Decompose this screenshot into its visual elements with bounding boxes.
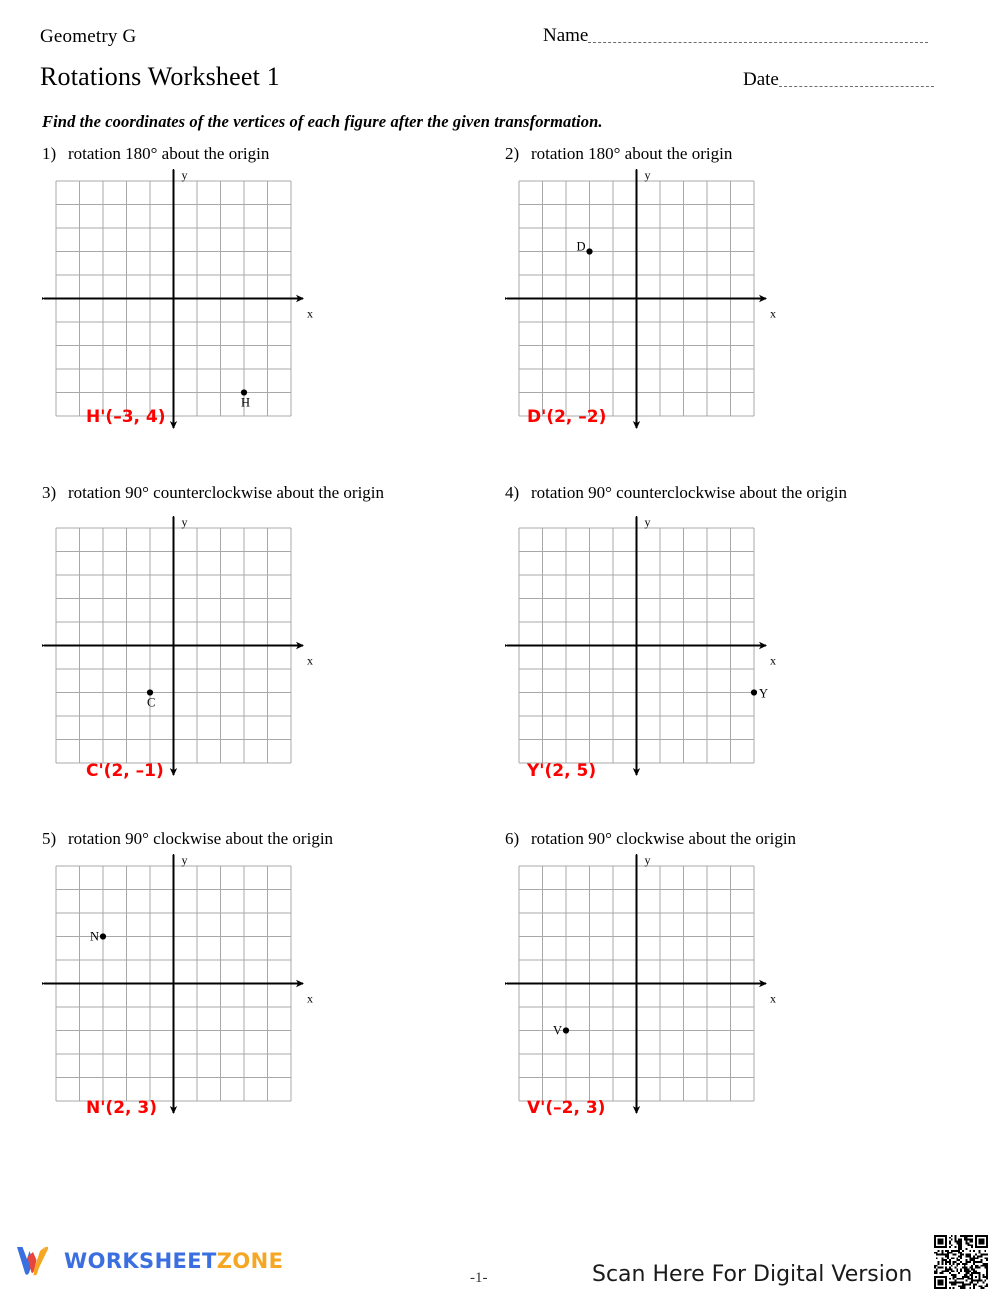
coordinate-grid-3[interactable]: [42, 516, 372, 794]
answer-2: D'(2, –2): [527, 407, 607, 427]
name-field-row: [543, 26, 928, 45]
problem-6: [505, 830, 945, 1124]
problem-prompt: [505, 484, 885, 502]
x-axis-label: x: [307, 653, 313, 668]
plotted-point: [586, 248, 592, 254]
answer-6: V'(–2, 3): [527, 1098, 606, 1118]
problem-4: [505, 484, 945, 794]
logo-text-worksheet: WORKSHEET: [64, 1249, 217, 1273]
problem-instruction: rotation 90° clockwise about the origin: [531, 829, 797, 848]
problem-prompt: [42, 830, 422, 848]
scan-prompt-text: Scan Here For Digital Version: [592, 1262, 913, 1287]
point-label: D: [576, 239, 586, 254]
x-axis-label: x: [770, 991, 776, 1006]
logo-text-zone: ZONE: [216, 1249, 284, 1273]
coordinate-plane-svg: [42, 854, 319, 1127]
date-field-row: [743, 70, 934, 89]
date-label: Date: [743, 69, 779, 90]
date-input-line[interactable]: [779, 86, 934, 87]
x-axis-label: x: [770, 653, 776, 668]
problem-prompt: [505, 145, 885, 163]
problem-number: 6): [505, 829, 520, 848]
problem-instruction: rotation 90° counterclockwise about the origin: [531, 483, 848, 502]
coordinate-plane-svg: [42, 516, 319, 789]
plotted-point: [751, 689, 757, 695]
point-label: C: [147, 695, 156, 710]
problem-instruction: rotation 180° about the origin: [68, 144, 270, 163]
problem-prompt: [42, 484, 422, 502]
worksheet-zone-logo[interactable]: [14, 1244, 283, 1278]
problem-number: 3): [42, 483, 57, 502]
problem-3: [42, 484, 482, 794]
coordinate-grid-6[interactable]: [505, 854, 835, 1124]
problem-2: [505, 145, 945, 439]
name-label: Name: [543, 25, 589, 46]
problem-number: 1): [42, 144, 57, 163]
problem-5: [42, 830, 482, 1124]
problem-instruction: rotation 90° clockwise about the origin: [68, 829, 334, 848]
coordinate-plane-svg: [505, 854, 782, 1127]
problem-instruction: rotation 90° counterclockwise about the origin: [68, 483, 385, 502]
course-name: Geometry G: [40, 26, 137, 47]
y-axis-label: y: [644, 854, 651, 867]
y-axis-label: y: [644, 169, 651, 182]
x-axis-label: x: [307, 991, 313, 1006]
point-label: V: [553, 1023, 563, 1038]
y-axis-label: y: [181, 516, 188, 529]
page-footer: [0, 1232, 1000, 1294]
directions-text: Find the coordinates of the vertices of each figure after the given transformation.: [42, 112, 603, 131]
problem-instruction: rotation 180° about the origin: [531, 144, 733, 163]
coordinate-grid-1[interactable]: [42, 169, 372, 439]
point-label: Y: [759, 686, 769, 701]
qr-code-image: [934, 1235, 988, 1289]
answer-5: N'(2, 3): [86, 1098, 158, 1118]
y-axis-label: y: [181, 854, 188, 867]
y-axis-label: y: [644, 516, 651, 529]
coordinate-plane-svg: [42, 169, 319, 442]
problem-prompt: [505, 830, 885, 848]
plotted-point: [563, 1027, 569, 1033]
name-input-line[interactable]: [588, 42, 928, 43]
x-axis-label: x: [307, 306, 313, 321]
logo-w-mark: [14, 1244, 54, 1278]
answer-1: H'(–3, 4): [86, 407, 166, 427]
coordinate-grid-5[interactable]: [42, 854, 372, 1124]
plotted-point: [100, 933, 106, 939]
page-title: Rotations Worksheet 1: [40, 62, 280, 91]
problem-number: 5): [42, 829, 57, 848]
answer-3: C'(2, –1): [86, 761, 164, 781]
point-label: H: [241, 395, 251, 410]
qr-code[interactable]: [934, 1235, 988, 1289]
page-header: [0, 0, 1000, 110]
coordinate-grid-4[interactable]: [505, 516, 835, 794]
x-axis-label: x: [770, 306, 776, 321]
problem-prompt: [42, 145, 422, 163]
logo-wordmark: [64, 1249, 283, 1273]
problem-1: [42, 145, 482, 439]
coordinate-grid-2[interactable]: [505, 169, 835, 439]
coordinate-plane-svg: [505, 516, 782, 789]
page-number: -1-: [470, 1270, 488, 1286]
answer-4: Y'(2, 5): [527, 761, 597, 781]
y-axis-label: y: [181, 169, 188, 182]
coordinate-plane-svg: [505, 169, 782, 442]
point-label: N: [90, 929, 100, 944]
problem-number: 4): [505, 483, 520, 502]
problem-number: 2): [505, 144, 520, 163]
